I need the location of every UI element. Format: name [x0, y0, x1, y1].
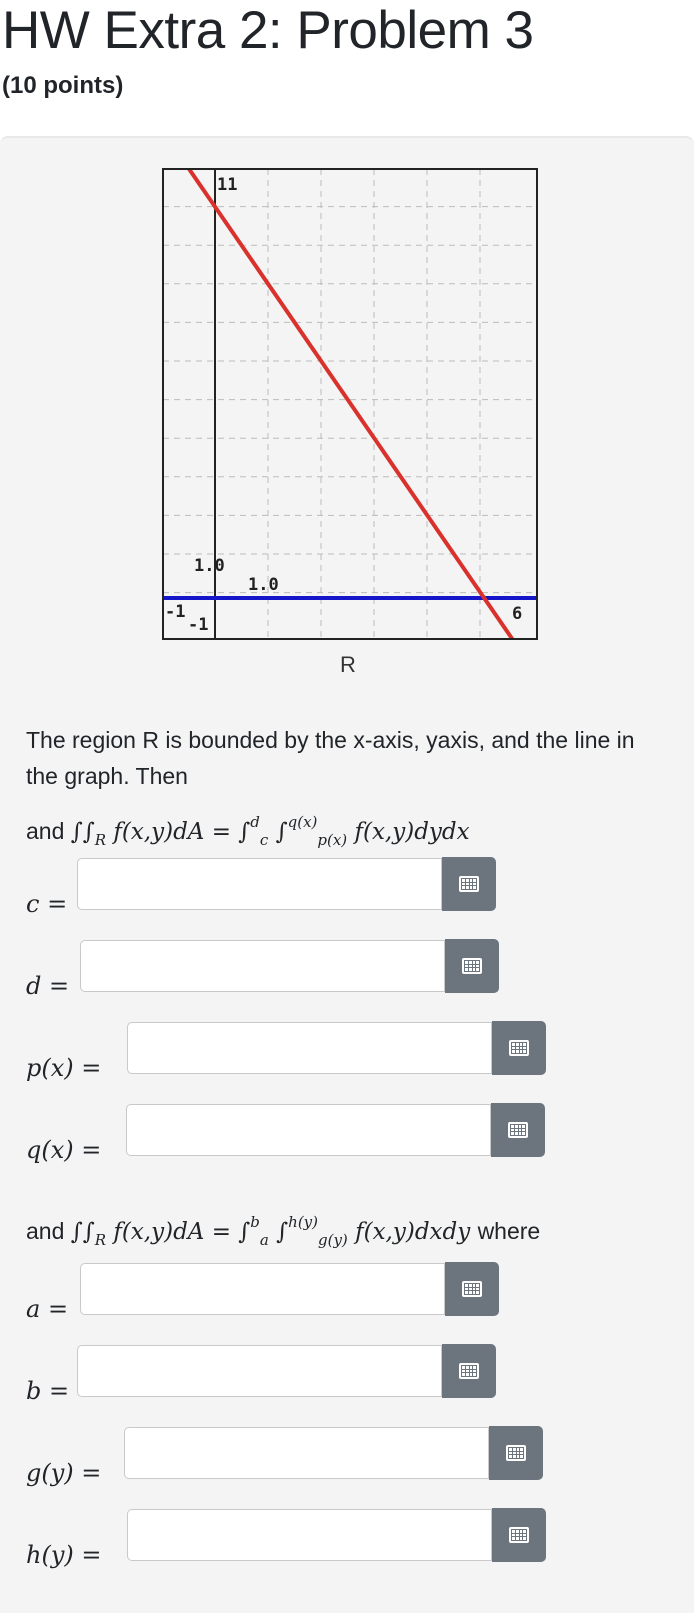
label-x-neg: -1 — [165, 602, 186, 622]
label-h: h(y) = — [26, 1541, 102, 1569]
keypad-icon — [508, 1122, 528, 1138]
keypad-icon — [509, 1527, 529, 1543]
answer-c-input[interactable] — [77, 858, 442, 910]
boundary-line — [187, 168, 513, 640]
answer-h-input[interactable] — [127, 1509, 492, 1561]
first-inner-upper: q(x) — [287, 813, 318, 831]
second-upper: b — [250, 1213, 260, 1231]
second-integral-expr: $\int\int_R$ f(x,y)dA = ∫$^b_a$ ∫$^{h(y)}_{g(y)}$ f(x,y)dxdy — [70, 1213, 471, 1249]
second-inner-upper: h(y) — [288, 1213, 318, 1231]
keypad-icon — [462, 1281, 482, 1297]
first-lower: c — [259, 831, 269, 849]
answer-p-input[interactable] — [127, 1022, 492, 1074]
label-g: g(y) = — [26, 1459, 102, 1487]
answer-d-input[interactable] — [80, 940, 445, 992]
second-lhs: f(x,y)dA = — [113, 1219, 231, 1245]
points-label: (10 points) — [2, 72, 124, 99]
problem-intro: The region R is bounded by the x-axis, yaxis, and the line in the graph. Then — [26, 727, 635, 789]
keypad-icon — [462, 958, 482, 974]
first-integral-expr: $\int\int_R$ f(x,y)dA = ∫$^d_c$ ∫$^{q(x)}_{p(x)}$ f(x,y)dydx — [70, 813, 470, 849]
keypad-icon — [459, 876, 479, 892]
label-y-one: 1.0 — [194, 556, 225, 576]
math-keypad-button-g[interactable] — [489, 1426, 543, 1480]
label-x-one: 1.0 — [248, 575, 279, 595]
label-b: b = — [26, 1377, 70, 1405]
label-top-y: 11 — [217, 175, 238, 195]
first-lhs: f(x,y)dA = — [113, 819, 231, 845]
second-lower: a — [259, 1231, 269, 1249]
second-inner-lower: g(y) — [318, 1231, 348, 1249]
page-title: HW Extra 2: Problem 3 — [2, 1, 534, 60]
keypad-icon — [459, 1363, 479, 1379]
keypad-icon — [509, 1040, 529, 1056]
math-keypad-button-p[interactable] — [492, 1021, 546, 1075]
second-integral-line — [26, 1204, 540, 1258]
math-keypad-button-c[interactable] — [442, 857, 496, 911]
label-x-max: 6 — [512, 604, 523, 624]
keypad-icon — [506, 1445, 526, 1461]
where-suffix: where — [477, 1218, 541, 1244]
math-keypad-button-d[interactable] — [445, 939, 499, 993]
first-inner-lower: p(x) — [317, 831, 348, 849]
math-keypad-button-q[interactable] — [491, 1103, 545, 1157]
graph-caption: R — [340, 652, 356, 677]
first-integral-line — [26, 804, 470, 858]
region-graph — [162, 168, 538, 640]
answer-q-input[interactable] — [126, 1104, 491, 1156]
math-keypad-button-h[interactable] — [492, 1508, 546, 1562]
math-keypad-button-b[interactable] — [442, 1344, 496, 1398]
second-integrand: f(x,y)dxdy — [355, 1219, 471, 1245]
label-a: a = — [26, 1295, 69, 1323]
label-q: q(x) = — [26, 1136, 102, 1164]
first-integrand: f(x,y)dydx — [354, 819, 470, 845]
answer-b-input[interactable] — [77, 1345, 442, 1397]
answer-g-input[interactable] — [124, 1427, 489, 1479]
answer-a-input[interactable] — [80, 1263, 445, 1315]
math-keypad-button-a[interactable] — [445, 1262, 499, 1316]
label-p: p(x) = — [26, 1054, 102, 1082]
label-d: d = — [26, 972, 70, 1000]
first-upper: d — [250, 813, 260, 831]
label-c: c = — [26, 890, 68, 918]
and-prefix-1: and — [26, 818, 65, 844]
graph-svg — [162, 168, 538, 640]
label-y-neg: -1 — [188, 615, 209, 635]
and-prefix-2: and — [26, 1218, 65, 1244]
